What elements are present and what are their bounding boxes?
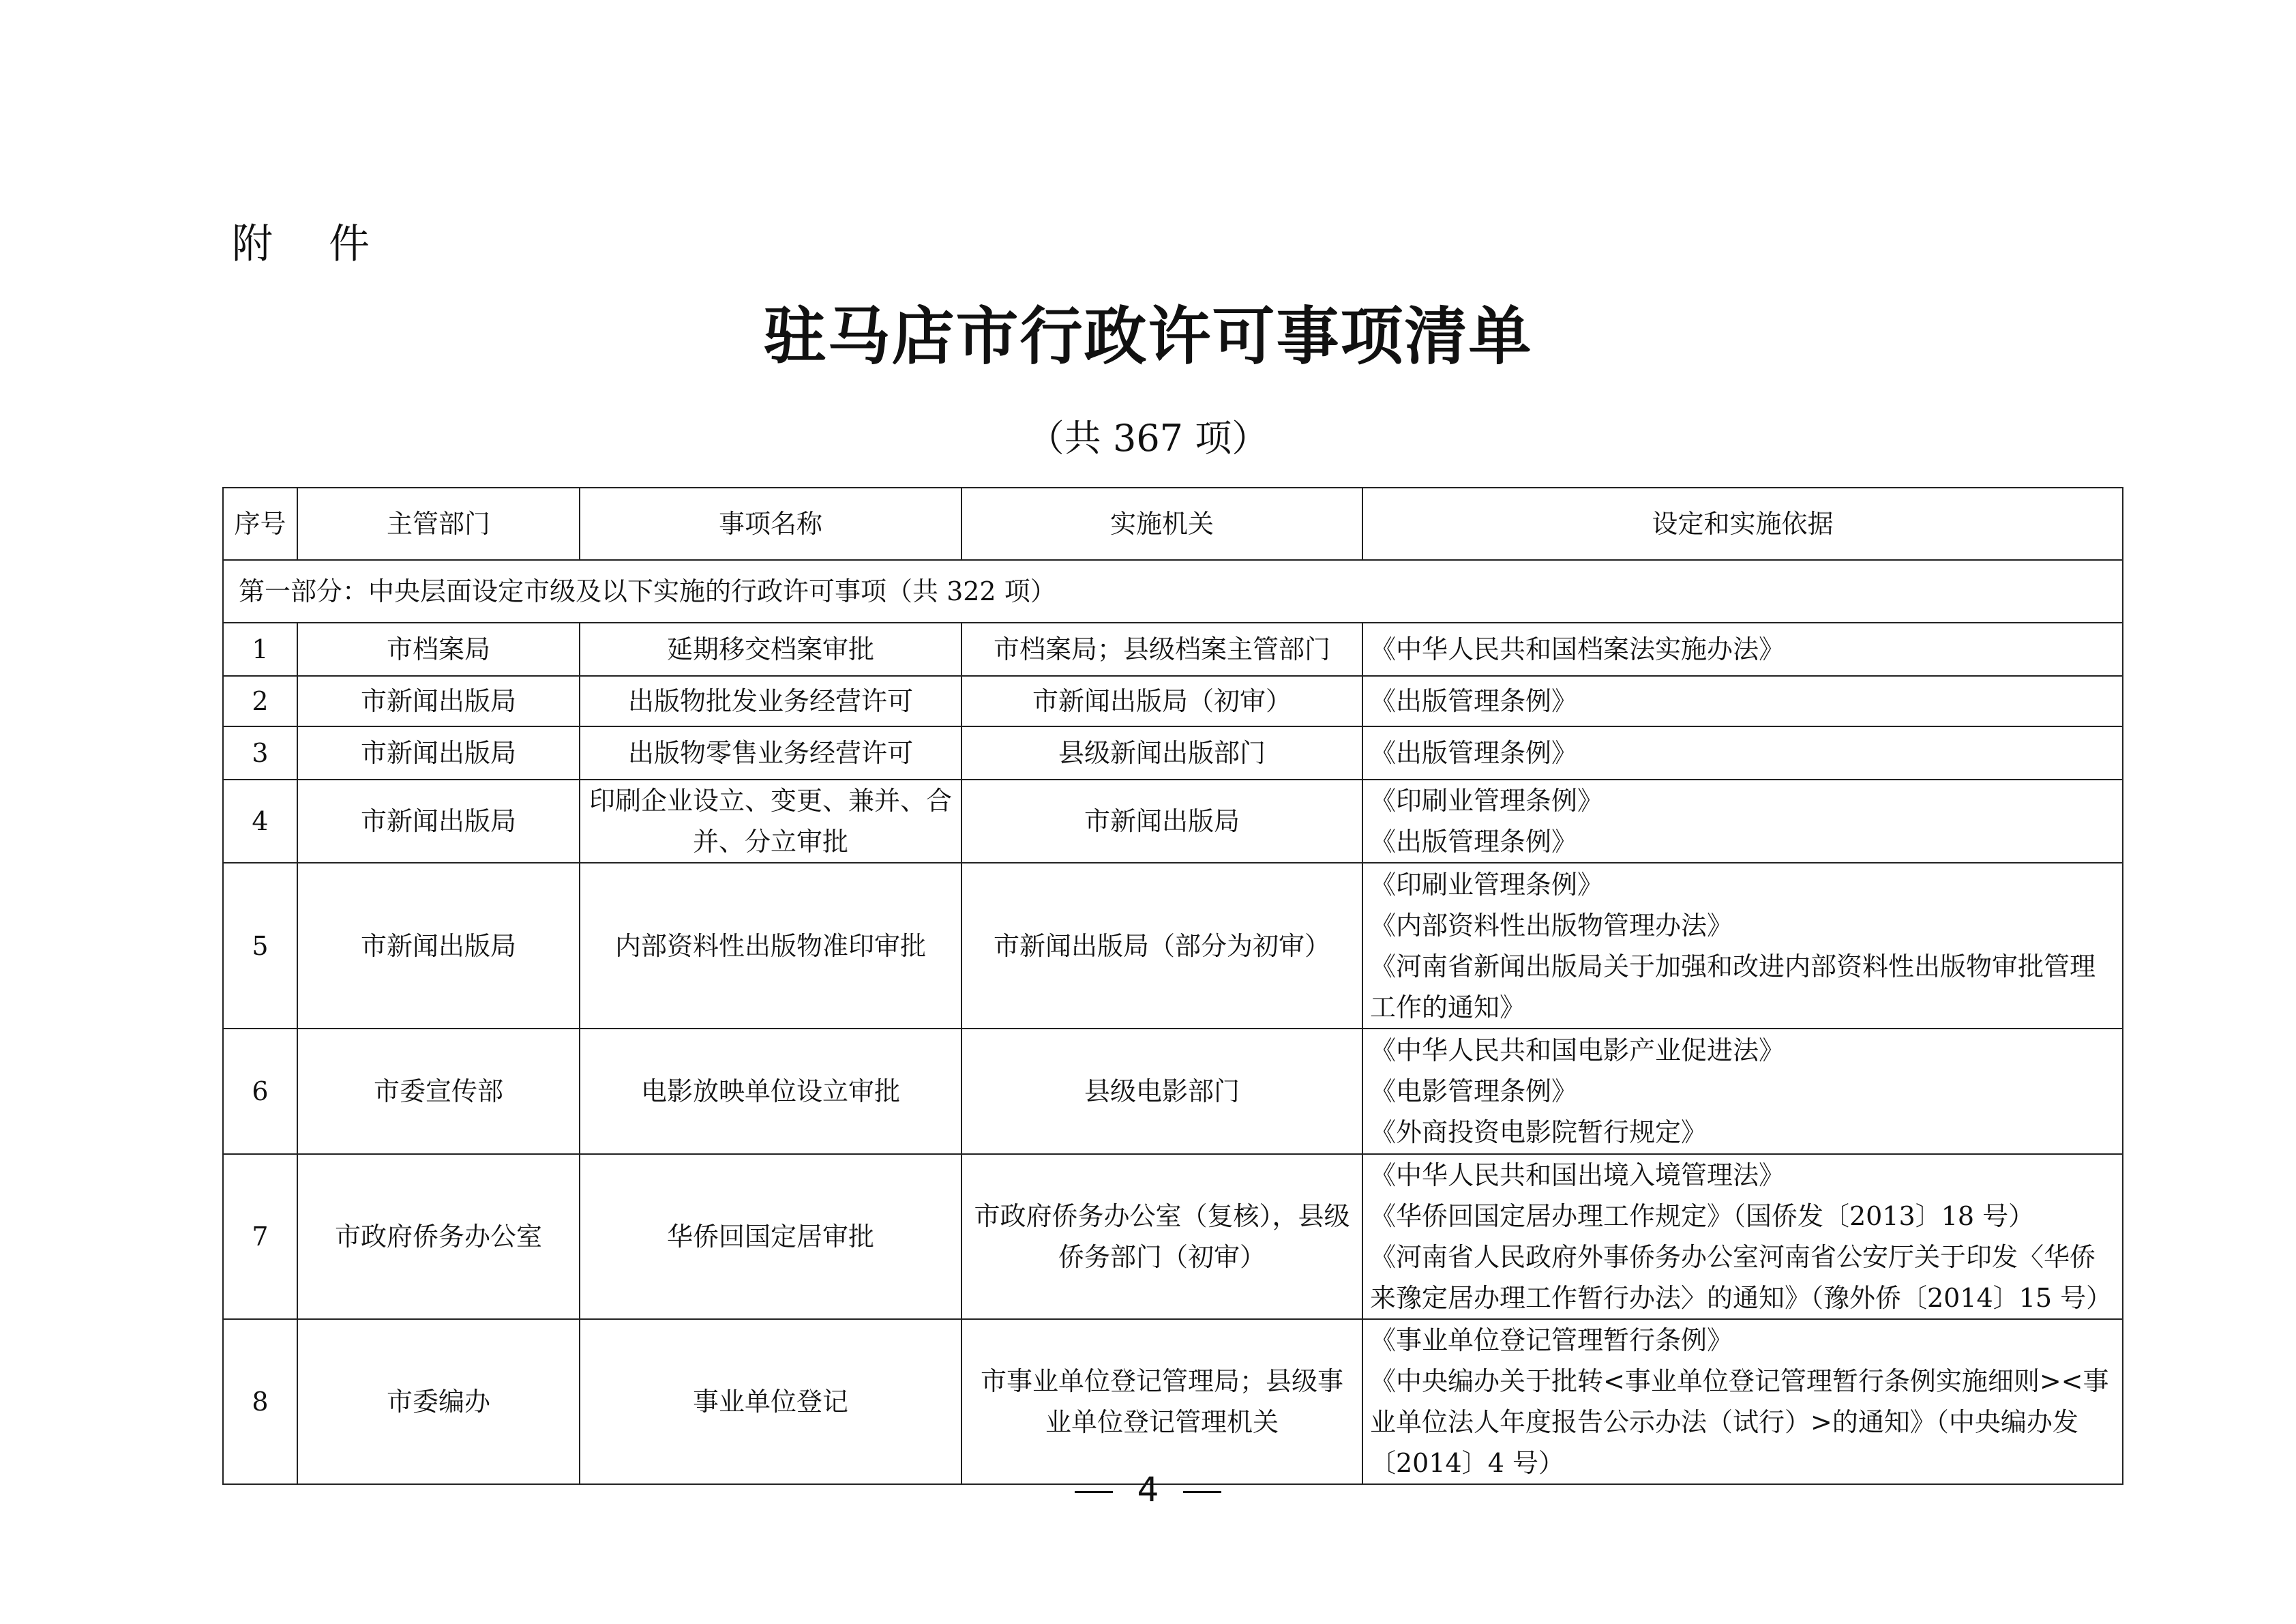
cell-basis [1362,623,2123,676]
cell-agency: 市事业单位登记管理局；县级事业单位登记管理机关 [961,1319,1362,1484]
cell-basis [1362,1319,2123,1484]
cell-basis [1362,780,2123,863]
cell-agency: 市档案局；县级档案主管部门 [961,623,1362,676]
cell-basis [1362,726,2123,780]
header-basis: 设定和实施依据 [1362,488,2123,560]
cell-item: 内部资料性出版物准印审批 [580,863,961,1029]
table-row [223,1029,2123,1154]
cell-basis [1362,676,2123,726]
basis-line: 《出版管理条例》 [1370,686,1578,716]
page-title: 驻马店市行政许可事项清单 [763,300,1533,373]
page-subtitle: （共 367 项） [1027,417,1269,460]
cell-agency: 县级新闻出版部门 [961,726,1362,780]
attachment-char-1: 附 [232,220,274,268]
cell-no: 2 [223,676,297,726]
cell-no: 6 [223,1029,297,1154]
basis-line: 《内部资料性出版物管理办法》 [1370,910,1733,941]
header-no: 序号 [223,488,297,560]
basis-line: 《出版管理条例》 [1370,827,1578,857]
basis-line: 《印刷业管理条例》 [1370,869,1604,900]
page-number: 4 [1137,1470,1159,1509]
cell-dept: 市政府侨务办公室 [297,1154,580,1319]
cell-dept: 市新闻出版局 [297,676,580,726]
cell-no: 3 [223,726,297,780]
cell-dept: 市新闻出版局 [297,863,580,1029]
header-item: 事项名称 [580,488,961,560]
cell-item: 电影放映单位设立审批 [580,1029,961,1154]
cell-basis [1362,1154,2123,1319]
attachment-char-2: 件 [329,220,371,268]
cell-agency: 市新闻出版局 [961,780,1362,863]
cell-dept: 市档案局 [297,623,580,676]
cell-no: 8 [223,1319,297,1484]
cell-dept: 市新闻出版局 [297,726,580,780]
cell-agency: 市新闻出版局（初审） [961,676,1362,726]
basis-line: 《中央编办关于批转<事业单位登记管理暂行条例实施细则><事业单位法人年度报告公示办法（试行）>的通知》（中央编办发〔2014〕4 号） [1370,1366,2109,1478]
cell-no: 1 [223,623,297,676]
page-footer [0,1470,2296,1509]
table-header-row [223,488,2123,560]
cell-item: 华侨回国定居审批 [580,1154,961,1319]
basis-line: 《外商投资电影院暂行规定》 [1370,1117,1708,1147]
table-row [223,623,2123,676]
cell-no: 7 [223,1154,297,1319]
cell-basis [1362,863,2123,1029]
cell-agency: 市政府侨务办公室（复核），县级侨务部门（初审） [961,1154,1362,1319]
cell-dept: 市委编办 [297,1319,580,1484]
section-title: 第一部分：中央层面设定市级及以下实施的行政许可事项（共 322 项） [223,560,2123,623]
table-row [223,726,2123,780]
cell-basis [1362,1029,2123,1154]
basis-line: 《中华人民共和国电影产业促进法》 [1370,1035,1785,1065]
cell-no: 4 [223,780,297,863]
basis-line: 《电影管理条例》 [1370,1076,1578,1106]
basis-line: 《印刷业管理条例》 [1370,786,1604,816]
cell-item: 事业单位登记 [580,1319,961,1484]
cell-dept: 市委宣传部 [297,1029,580,1154]
basis-line: 《河南省新闻出版局关于加强和改进内部资料性出版物审批管理工作的通知》 [1370,951,2096,1022]
cell-item: 印刷企业设立、变更、兼并、合并、分立审批 [580,780,961,863]
cell-item: 出版物零售业务经营许可 [580,726,961,780]
basis-line: 《河南省人民政府外事侨务办公室河南省公安厅关于印发〈华侨来豫定居办理工作暂行办法〉的通知》（豫外侨〔2014〕15 号） [1370,1242,2113,1313]
table-row [223,863,2123,1029]
cell-no: 5 [223,863,297,1029]
footer-dash-right [1183,1491,1221,1493]
cell-agency: 县级电影部门 [961,1029,1362,1154]
footer-dash-left [1075,1491,1113,1493]
header-agency: 实施机关 [961,488,1362,560]
basis-line: 《事业单位登记管理暂行条例》 [1370,1325,1733,1355]
cell-agency: 市新闻出版局（部分为初审） [961,863,1362,1029]
basis-line: 《中华人民共和国档案法实施办法》 [1370,634,1785,664]
cell-item: 出版物批发业务经营许可 [580,676,961,726]
basis-line: 《中华人民共和国出境入境管理法》 [1370,1160,1785,1190]
basis-line: 《华侨回国定居办理工作规定》（国侨发〔2013〕18 号） [1370,1201,2035,1231]
table-row [223,1319,2123,1484]
section-row [223,560,2123,623]
cell-item: 延期移交档案审批 [580,623,961,676]
basis-line: 《出版管理条例》 [1370,738,1578,768]
table-row [223,780,2123,863]
permit-table [222,487,2123,1485]
header-dept: 主管部门 [297,488,580,560]
table-row [223,1154,2123,1319]
cell-dept: 市新闻出版局 [297,780,580,863]
attachment-label [232,211,371,270]
table-row [223,676,2123,726]
